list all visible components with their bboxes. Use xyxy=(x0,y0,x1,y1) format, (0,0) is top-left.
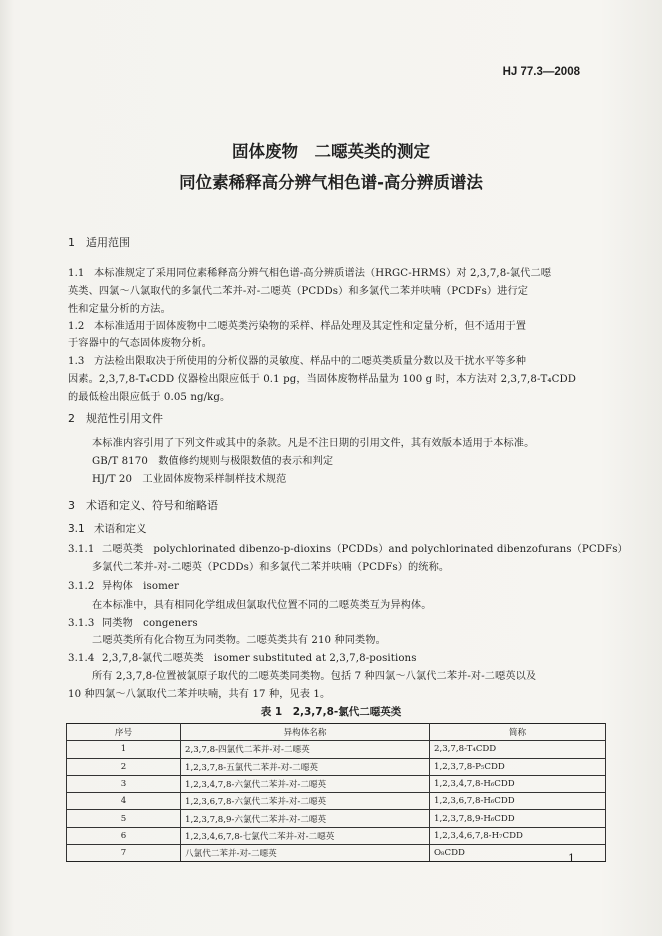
clause-3-1-2-term: 3.1.2 异构体 isomer xyxy=(68,581,179,592)
clause-3-1-3-definition: 二噁英类所有化合物互为同类物。二噁英类共有 210 种同类物。 xyxy=(92,635,386,646)
section-2-heading: 2 规范性引用文件 xyxy=(68,412,163,425)
table-cell: 1,2,3,4,6,7,8-H₇CDD xyxy=(430,827,606,844)
table-row xyxy=(67,775,606,792)
clause-1-2-line-1: 1.2 本标准适用于固体废物中二噁英类污染物的采样、样品处理及其定性和定量分析，但不适用于置 xyxy=(68,321,527,332)
column-header: 异构体名称 xyxy=(181,724,430,741)
clause-3-1-4-definition-line-1: 所有 2,3,7,8-位置被氯原子取代的二噁英类同类物。包括 7 种四氯～八氯代二苯并-对-二噁英以及 xyxy=(92,671,537,682)
table-cell: 1 xyxy=(67,741,181,758)
reference-item: HJ/T 20 工业固体废物采样制样技术规范 xyxy=(92,474,287,485)
table-cell: 2 xyxy=(67,758,181,775)
table-cell: 3 xyxy=(67,775,181,792)
column-header: 序号 xyxy=(67,724,181,741)
table-cell: 2,3,7,8-四氯代二苯并-对-二噁英 xyxy=(181,741,430,758)
section-3-heading: 3 术语和定义、符号和缩略语 xyxy=(68,499,218,512)
table-cell: 1,2,3,6,7,8-H₆CDD xyxy=(430,793,606,810)
clause-3-1-heading: 3.1 术语和定义 xyxy=(68,523,147,535)
clause-number: 1.3 xyxy=(68,356,85,367)
table-cell: 1,2,3,4,7,8-H₆CDD xyxy=(430,775,606,792)
title-line-1: 固体废物 二噁英类的测定 xyxy=(232,142,430,161)
table-cell: 1,2,3,7,8-五氯代二苯并-对-二噁英 xyxy=(181,758,430,775)
table-header-row xyxy=(67,724,606,741)
clause-1-3-line-3: 的最低检出限应低于 0.05 ng/kg。 xyxy=(68,392,231,403)
table-cell: 1,2,3,4,6,7,8-七氯代二苯并-对-二噁英 xyxy=(181,827,430,844)
table-cell: O₈CDD xyxy=(430,845,606,862)
table-row xyxy=(67,793,606,810)
clause-3-1-1-definition: 多氯代二苯并-对-二噁英（PCDDs）和多氯代二苯并呋喃（PCDFs）的统称。 xyxy=(92,562,450,573)
clause-1-1-line-2: 英类、四氯～八氯取代的多氯代二苯并-对-二噁英（PCDDs）和多氯代二苯并呋喃（PCDFs）进行定 xyxy=(68,286,529,297)
table-row xyxy=(67,845,606,862)
clause-1-2-line-2: 于容器中的气态固体废物分析。 xyxy=(68,338,213,349)
table-cell: 八氯代二苯并-对-二噁英 xyxy=(181,845,430,862)
table-cell: 5 xyxy=(67,810,181,827)
clause-3-1-1-term: 3.1.1 二噁英类 polychlorinated dibenzo-p-dioxins（PCDDs）and polychlorinated dibenzofurans（PCDFs） xyxy=(68,544,628,555)
table-cell: 1,2,3,7,8,9-H₆CDD xyxy=(430,810,606,827)
clause-3-1-4-definition-line-2: 10 种四氯～八氯取代二苯并呋喃，共有 17 种，见表 1。 xyxy=(68,689,331,700)
clause-1-3-line-2: 因素。2,3,7,8-T₄CDD 仪器检出限应低于 0.1 pg，当固体废物样品量为 100 g 时，本方法对 2,3,7,8-T₄CDD xyxy=(68,374,577,385)
table-cell: 1,2,3,7,8,9-六氯代二苯并-对-二噁英 xyxy=(181,810,430,827)
table-caption: 表 1 2,3,7,8-氯代二噁英类 xyxy=(260,706,402,718)
reference-item: GB/T 8170 数值修约规则与极限数值的表示和判定 xyxy=(92,456,334,467)
table-cell: 2,3,7,8-T₄CDD xyxy=(430,741,606,758)
table-row xyxy=(67,741,606,758)
page-number: 1 xyxy=(568,852,575,865)
clause-3-1-4-term: 3.1.4 2,3,7,8-氯代二噁英类 isomer substituted at 2,3,7,8-positions xyxy=(68,653,417,664)
table-row xyxy=(67,827,606,844)
clause-3-1-3-term: 3.1.3 同类物 congeners xyxy=(68,618,198,629)
table-cell: 7 xyxy=(67,845,181,862)
title-line-2: 同位素稀释高分辨气相色谱-高分辨质谱法 xyxy=(179,173,483,192)
clause-number: 1.2 xyxy=(68,321,85,332)
clause-number: 1.1 xyxy=(68,268,85,279)
clause-3-1-2-definition: 在本标准中，具有相同化学组成但氯取代位置不同的二噁英类互为异构体。 xyxy=(92,600,432,611)
section-1-heading: 1 适用范围 xyxy=(68,236,130,249)
table-cell: 1,2,3,6,7,8-六氯代二苯并-对-二噁英 xyxy=(181,793,430,810)
clause-1-1-line-3: 性和定量分析的方法。 xyxy=(68,304,171,315)
table-cell: 4 xyxy=(67,793,181,810)
table-cell: 1,2,3,4,7,8-六氯代二苯并-对-二噁英 xyxy=(181,775,430,792)
standard-number: HJ 77.3—2008 xyxy=(502,66,580,78)
table-cell: 1,2,3,7,8-P₅CDD xyxy=(430,758,606,775)
table-1 xyxy=(66,723,606,862)
column-header: 简称 xyxy=(430,724,606,741)
clause-1-3-line-1: 1.3 方法检出限取决于所使用的分析仪器的灵敏度、样品中的二噁英类质量分数以及干扰水平等多种 xyxy=(68,356,527,367)
clause-1-1-line-1: 1.1 本标准规定了采用同位素稀释高分辨气相色谱-高分辨质谱法（HRGC-HRMS）对 2,3,7,8-氯代二噁 xyxy=(68,268,552,279)
section-2-intro: 本标准内容引用了下列文件或其中的条款。凡是不注日期的引用文件，其有效版本适用于本标准。 xyxy=(92,438,535,449)
table-cell: 6 xyxy=(67,827,181,844)
table-row xyxy=(67,810,606,827)
table-row xyxy=(67,758,606,775)
